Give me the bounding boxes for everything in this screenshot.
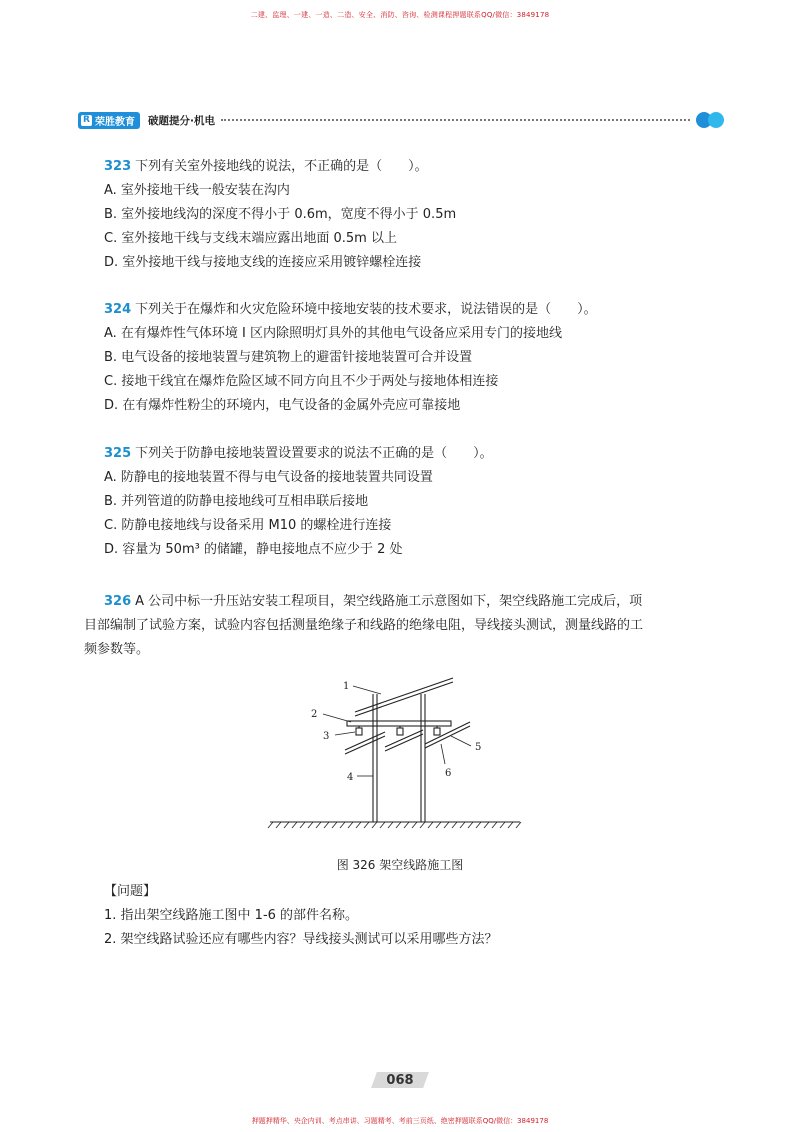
ground-hatch	[268, 822, 521, 828]
problem-heading: 【问题】	[104, 884, 157, 899]
page-number-badge	[370, 1070, 430, 1090]
conductor-middle	[385, 730, 423, 747]
figure-label-6: 6	[445, 768, 452, 779]
question-number: 324	[104, 302, 132, 317]
option-c: C. 室外接地干线与支线末端应露出地面 0.5m 以上	[104, 231, 397, 246]
option-b: B. 室外接地线沟的深度不得小于 0.6m，宽度不得小于 0.5m	[104, 207, 457, 222]
figure-label-3: 3	[323, 731, 330, 742]
bottom-banner: 押题押精华、央企内训、考点串讲、习题精考、考前三页纸、绝密押题联系QQ/微信：3849178	[251, 1117, 549, 1125]
header-dotted-rule	[221, 119, 690, 121]
option-d: D. 容量为 50m³ 的储罐，静电接地点不应少于 2 处	[104, 542, 403, 557]
question-number: 326	[104, 594, 132, 609]
question-326	[84, 590, 724, 662]
overhead-line-figure	[265, 672, 525, 842]
header-circles-icon	[696, 111, 726, 129]
figure-label-1: 1	[343, 681, 350, 692]
insulators	[356, 726, 440, 735]
question-stem: 下列有关室外接地线的说法，不正确的是（ ）。	[135, 159, 428, 174]
option-a: A. 室外接地干线一般安装在沟内	[104, 183, 290, 198]
option-c: C. 接地干线宜在爆炸危险区域不同方向且不少于两处与接地体相连接	[104, 374, 499, 389]
question-stem: 下列关于在爆炸和火灾危险环境中接地安装的技术要求，说法错误的是（ ）。	[135, 302, 597, 317]
question-325	[104, 442, 493, 562]
option-c: C. 防静电接地线与设备采用 M10 的螺栓进行连接	[104, 518, 392, 533]
figure-label-4: 4	[347, 772, 354, 783]
question-stem: 下列关于防静电接地装置设置要求的说法不正确的是（ ）。	[135, 446, 493, 461]
publisher-logo	[78, 112, 140, 129]
option-b: B. 并列管道的防静电接地线可互相串联后接地	[104, 494, 369, 509]
option-a: A. 在有爆炸性气体环境 I 区内除照明灯具外的其他电气设备应采用专门的接地线	[104, 326, 563, 341]
problem-2: 2. 架空线路试验还应有哪些内容？导线接头测试可以采用哪些方法？	[104, 932, 498, 947]
figure-caption: 图 326 架空线路施工图	[336, 858, 464, 872]
top-banner: 二建、监理、一建、一造、二造、安全、消防、咨询、检测课程押题联系QQ/微信：3849178	[250, 11, 550, 19]
question-323	[104, 155, 456, 275]
logo-text: 荣胜教育	[95, 116, 135, 128]
option-d: D. 室外接地干线与接地支线的连接应采用镀锌螺栓连接	[104, 255, 422, 270]
case-text-line-1: A 公司中标一升压站安装工程项目，架空线路施工示意图如下，架空线路施工完成后，项	[135, 594, 643, 609]
option-b: B. 电气设备的接地装置与建筑物上的避雷针接地装置可合并设置	[104, 350, 473, 365]
question-number: 323	[104, 159, 132, 174]
page-number: 068	[386, 1072, 414, 1088]
option-d: D. 在有爆炸性粉尘的环境内，电气设备的金属外壳应可靠接地	[104, 398, 461, 413]
option-a: A. 防静电的接地装置不得与电气设备的接地装置共同设置	[104, 470, 433, 485]
overhead-ground-wire	[355, 678, 453, 712]
case-text-line-3: 频参数等。	[84, 642, 150, 657]
question-324	[104, 298, 597, 418]
case-text-line-2: 目部编制了试验方案，试验内容包括测量绝缘子和线路的绝缘电阻，导线接头测试，测量线路的工	[84, 618, 644, 633]
figure-label-2: 2	[311, 709, 318, 720]
cross-arm	[347, 721, 451, 726]
series-title: 破题提分·机电	[148, 114, 215, 127]
problem-1: 1. 指出架空线路施工图中 1-6 的部件名称。	[104, 908, 359, 923]
conductor-right	[425, 722, 470, 744]
logo-mark-icon: R	[81, 115, 92, 126]
figure-label-5: 5	[475, 742, 482, 753]
page-header	[78, 110, 726, 130]
conductor-left	[345, 732, 385, 750]
problem-section	[104, 880, 724, 952]
question-number: 325	[104, 446, 132, 461]
